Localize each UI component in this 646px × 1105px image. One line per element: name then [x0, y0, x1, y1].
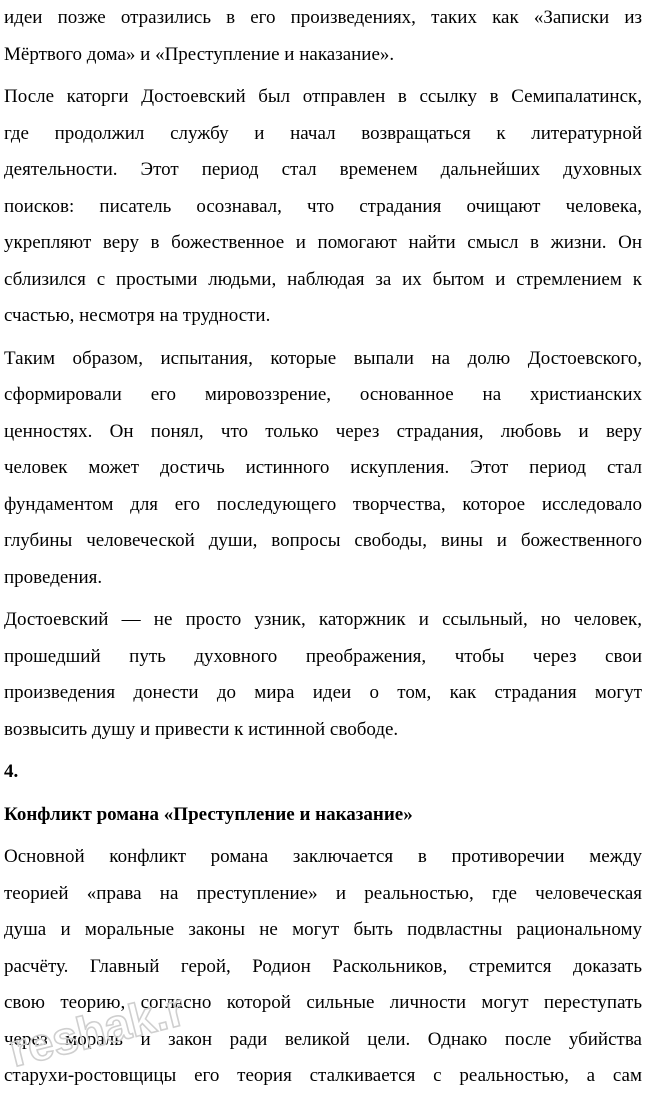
- text-line: глубины человеческой души, вопросы свободы, вины и божественного: [4, 530, 642, 551]
- paragraph-conflict: [4, 839, 642, 1095]
- text-line: проведения.: [4, 566, 103, 588]
- text-line: После каторги Достоевский был отправлен в ссылку в Семипалатинск,: [4, 86, 642, 107]
- text-line: старухи-ростовщицы его теория сталкивается с реальностью, а сам: [4, 1065, 642, 1086]
- section-heading: Конфликт романа «Преступление и наказание»: [4, 803, 413, 825]
- paragraph-exile: [4, 79, 642, 335]
- text-line: произведения донести до мира идеи о том, как страдания могут: [4, 682, 642, 703]
- section-number: 4.: [4, 761, 19, 782]
- paragraph-intro: [4, 0, 642, 73]
- text-line: сформировали его мировоззрение, основанное на христианских: [4, 384, 642, 405]
- text-line: душа и моральные законы не могут быть подвластны рациональному: [4, 919, 642, 940]
- text-line: где продолжил службу и начал возвращаться к литературной: [4, 122, 642, 144]
- text-line: укрепляют веру в божественное и помогают найти смысл в жизни. Он: [4, 232, 642, 253]
- text-line: фундаментом для его последующего творчества, которое исследовало: [4, 493, 642, 515]
- text-line: расчёту. Главный герой, Родион Раскольников, стремится доказать: [4, 955, 642, 977]
- document-page: [4, 0, 642, 1101]
- paragraph-summary: [4, 602, 642, 748]
- text-line: Мёртвого дома» и «Преступление и наказание».: [4, 43, 395, 65]
- text-line: сблизился с простыми людьми, наблюдая за их бытом и стремлением к: [4, 268, 642, 290]
- text-line: ценностях. Он понял, что только через страдания, любовь и веру: [4, 420, 642, 442]
- text-line: через мораль и закон ради великой цели. Однако после убийства: [4, 1028, 642, 1050]
- text-line: прошедший путь духовного преображения, чтобы через свои: [4, 645, 642, 667]
- text-line: Достоевский — не просто узник, каторжник и ссыльный, но человек,: [4, 609, 642, 630]
- text-line: возвысить душу и привести к истинной свободе.: [4, 718, 399, 740]
- text-line: идеи позже отразились в его произведениях, таких как «Записки из: [4, 7, 642, 28]
- text-line: поисков: писатель осознавал, что страдания очищают человека,: [4, 195, 642, 217]
- text-line: деятельности. Этот период стал временем дальнейших духовных: [4, 159, 642, 180]
- text-line: свою теорию, согласно которой сильные личности могут переступать: [4, 992, 642, 1013]
- watermark-text: reshak.ru: [3, 980, 182, 1077]
- text-line: Основной конфликт романа заключается в противоречии между: [4, 846, 642, 867]
- text-line: человек может достичь истинного искупления. Этот период стал: [4, 457, 642, 478]
- paragraph-conclusion: [4, 341, 642, 597]
- text-line: счастью, несмотря на трудности.: [4, 305, 271, 326]
- text-line: Таким образом, испытания, которые выпали на долю Достоевского,: [4, 347, 642, 369]
- text-line: теорией «права на преступление» и реальностью, где человеческая: [4, 882, 642, 904]
